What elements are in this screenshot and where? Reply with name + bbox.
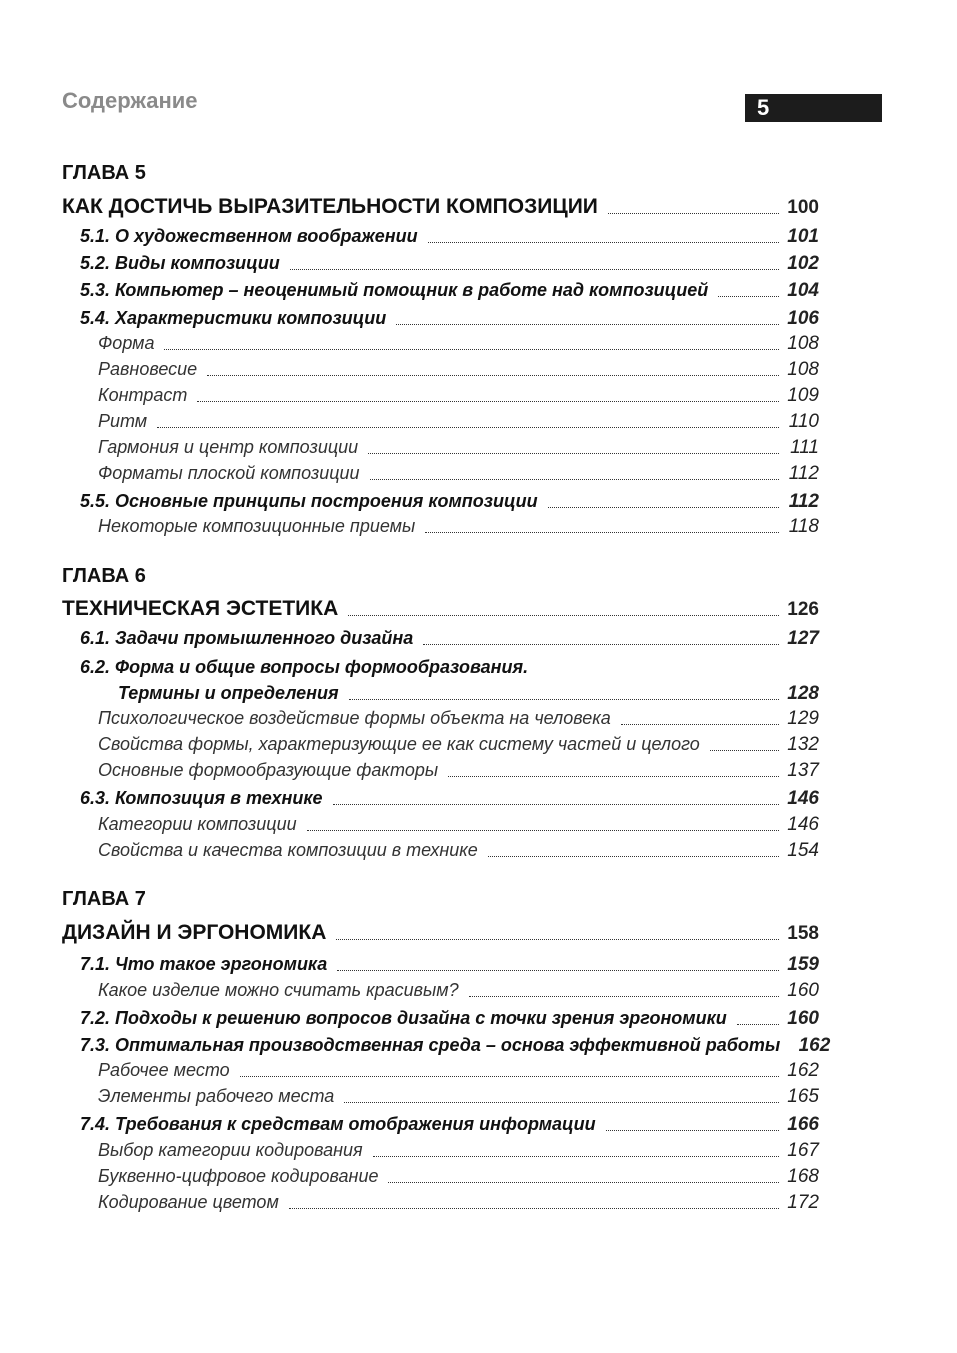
page-number: 154: [787, 840, 819, 861]
entry-title: 7.3. Оптимальная производственная среда – основа эффективной работы: [80, 1035, 781, 1055]
dot-leader: [368, 452, 779, 454]
page-number: 172: [787, 1192, 819, 1213]
page-number: 126: [787, 599, 819, 620]
entry-title: Контраст: [98, 385, 188, 405]
toc-entry[interactable]: [80, 1035, 831, 1057]
toc-subentry[interactable]: [98, 980, 819, 1002]
entry-title: Свойства и качества композиции в технике: [98, 840, 478, 860]
chapter-title-row[interactable]: [62, 921, 819, 945]
entry-title: Форматы плоской композиции: [98, 463, 360, 483]
dot-leader: [718, 295, 779, 297]
entry-title: 7.4. Требования к средствам отображения информации: [80, 1114, 596, 1134]
entry-title: 5.2. Виды композиции: [80, 253, 280, 273]
dot-leader: [207, 374, 779, 376]
entry-title: Форма: [98, 333, 155, 353]
entry-title: 5.3. Компьютер – неоценимый помощник в работе над композицией: [80, 280, 709, 300]
entry-title: Элементы рабочего места: [98, 1086, 335, 1106]
toc-entry[interactable]: [80, 954, 819, 976]
dot-leader: [469, 995, 779, 997]
page-number: 112: [788, 463, 819, 484]
dot-leader: [289, 1207, 779, 1209]
entry-title: 5.4. Характеристики композиции: [80, 308, 387, 328]
toc-entry[interactable]: [80, 491, 819, 513]
toc-entry[interactable]: [80, 628, 819, 650]
chapter-title: КАК ДОСТИЧЬ ВЫРАЗИТЕЛЬНОСТИ КОМПОЗИЦИИ: [62, 195, 598, 218]
toc-subentry[interactable]: [98, 1140, 819, 1162]
page-number: 100: [787, 197, 819, 218]
dot-leader: [606, 1129, 779, 1131]
page-number: 146: [787, 788, 819, 809]
dot-leader: [290, 268, 779, 270]
dot-leader: [548, 506, 779, 508]
entry-title: Категории композиции: [98, 814, 297, 834]
page-number: 104: [787, 280, 819, 301]
toc-subentry[interactable]: [98, 1060, 819, 1082]
dot-leader: [336, 938, 779, 940]
page-number: 160: [787, 980, 819, 1001]
toc-subentry[interactable]: [98, 359, 819, 381]
chapter-label: ГЛАВА 7: [62, 888, 146, 910]
page-number: 160: [787, 1008, 819, 1029]
entry-title: Выбор категории кодирования: [98, 1140, 363, 1160]
page-number: 118: [788, 516, 819, 537]
chapter-title-row[interactable]: [62, 195, 819, 219]
dot-leader: [348, 614, 779, 616]
entry-title: 6.1. Задачи промышленного дизайна: [80, 628, 414, 648]
entry-title: Некоторые композиционные приемы: [98, 516, 416, 536]
entry-title: 5.5. Основные принципы построения композиции: [80, 491, 538, 511]
dot-leader: [423, 643, 779, 645]
dot-leader: [307, 829, 779, 831]
toc-entry[interactable]: [80, 280, 819, 302]
dot-leader: [164, 348, 779, 350]
dot-leader: [370, 478, 779, 480]
page-number-badge: 5: [745, 94, 882, 122]
toc-subentry[interactable]: [98, 333, 819, 355]
dot-leader: [337, 969, 779, 971]
dot-leader: [608, 212, 779, 214]
page-number: 166: [787, 1114, 819, 1135]
entry-title: Психологическое воздействие формы объекта на человека: [98, 708, 611, 728]
entry-title: Основные формообразующие факторы: [98, 760, 439, 780]
toc-entry[interactable]: [80, 253, 819, 275]
toc-subentry[interactable]: [98, 708, 819, 730]
toc-subentry[interactable]: [98, 840, 819, 862]
dot-leader: [425, 531, 779, 533]
dot-leader: [373, 1155, 779, 1157]
page-number: 109: [787, 385, 819, 406]
page-number: 101: [787, 226, 819, 247]
dot-leader: [240, 1075, 779, 1077]
page-number: 159: [787, 954, 819, 975]
page-number: 129: [787, 708, 819, 729]
page-number: 132: [787, 734, 819, 755]
dot-leader: [349, 698, 779, 700]
dot-leader: [396, 323, 779, 325]
toc-entry[interactable]: [80, 226, 819, 248]
dot-leader: [488, 855, 779, 857]
entry-title: Рабочее место: [98, 1060, 230, 1080]
page-number: 146: [787, 814, 819, 835]
page-number: 162: [787, 1060, 819, 1081]
entry-title: 5.1. О художественном воображении: [80, 226, 418, 246]
toc-subentry[interactable]: [98, 516, 819, 538]
page-number: 110: [788, 411, 819, 432]
toc-entry[interactable]: [80, 308, 819, 330]
toc-subentry[interactable]: [98, 1086, 819, 1108]
entry-title: Кодирование цветом: [98, 1192, 279, 1212]
dot-leader: [333, 803, 779, 805]
entry-title: 6.3. Композиция в технике: [80, 788, 323, 808]
dot-leader: [197, 400, 779, 402]
entry-title: Равновесие: [98, 359, 198, 379]
entry-title: Гармония и центр композиции: [98, 437, 359, 457]
toc-subentry[interactable]: [98, 437, 819, 459]
page-number: 112: [788, 491, 819, 512]
toc-subentry[interactable]: [98, 1166, 819, 1188]
chapter-title: ДИЗАЙН И ЭРГОНОМИКА: [62, 921, 327, 944]
toc-entry[interactable]: [80, 1008, 819, 1030]
page-number: 102: [787, 253, 819, 274]
chapter-title-row[interactable]: [62, 597, 819, 621]
page-number: 167: [787, 1140, 819, 1161]
chapter-label: ГЛАВА 6: [62, 565, 146, 587]
dot-leader: [157, 426, 779, 428]
page-number: 158: [787, 923, 819, 944]
page-number: 137: [787, 760, 819, 781]
dot-leader: [344, 1101, 779, 1103]
dot-leader: [388, 1181, 779, 1183]
page-number: 165: [787, 1086, 819, 1107]
entry-title: Ритм: [98, 411, 148, 431]
toc-subentry[interactable]: [98, 385, 819, 407]
page-number: 162: [798, 1035, 831, 1056]
entry-title: 7.1. Что такое эргономика: [80, 954, 328, 974]
toc-subentry[interactable]: [98, 734, 819, 756]
toc-subentry[interactable]: [98, 1192, 819, 1214]
chapter-label: ГЛАВА 5: [62, 162, 146, 184]
dot-leader: [737, 1023, 779, 1025]
entry-title: Какое изделие можно считать красивым?: [98, 980, 459, 1000]
toc-subentry[interactable]: [98, 411, 819, 433]
toc-entry[interactable]: [80, 788, 819, 810]
page-header-title: Содержание: [62, 88, 198, 113]
dot-leader: [621, 723, 779, 725]
entry-title: Свойства формы, характеризующие ее как систему частей и целого: [98, 734, 700, 754]
chapter-title: ТЕХНИЧЕСКАЯ ЭСТЕТИКА: [62, 597, 339, 620]
entry-title: Буквенно-цифровое кодирование: [98, 1166, 379, 1186]
entry-title: Термины и определения: [118, 683, 339, 703]
page-number: 127: [787, 628, 819, 649]
dot-leader: [710, 749, 779, 751]
page-number: 128: [787, 683, 819, 704]
page-number: 111: [790, 437, 819, 458]
page-number: 168: [787, 1166, 819, 1187]
page-number: 108: [787, 359, 819, 380]
page-number: 108: [787, 333, 819, 354]
toc-subentry[interactable]: [98, 814, 819, 836]
entry-title: 7.2. Подходы к решению вопросов дизайна с точки зрения эргономики: [80, 1008, 727, 1028]
toc-entry-heading[interactable]: 6.2. Форма и общие вопросы формообразования.: [80, 657, 529, 677]
toc-subentry[interactable]: [98, 760, 819, 782]
toc-subentry[interactable]: [98, 463, 819, 485]
toc-entry[interactable]: [118, 683, 819, 705]
page-number: 106: [787, 308, 819, 329]
dot-leader: [448, 775, 779, 777]
toc-entry[interactable]: [80, 1114, 819, 1136]
dot-leader: [428, 241, 779, 243]
